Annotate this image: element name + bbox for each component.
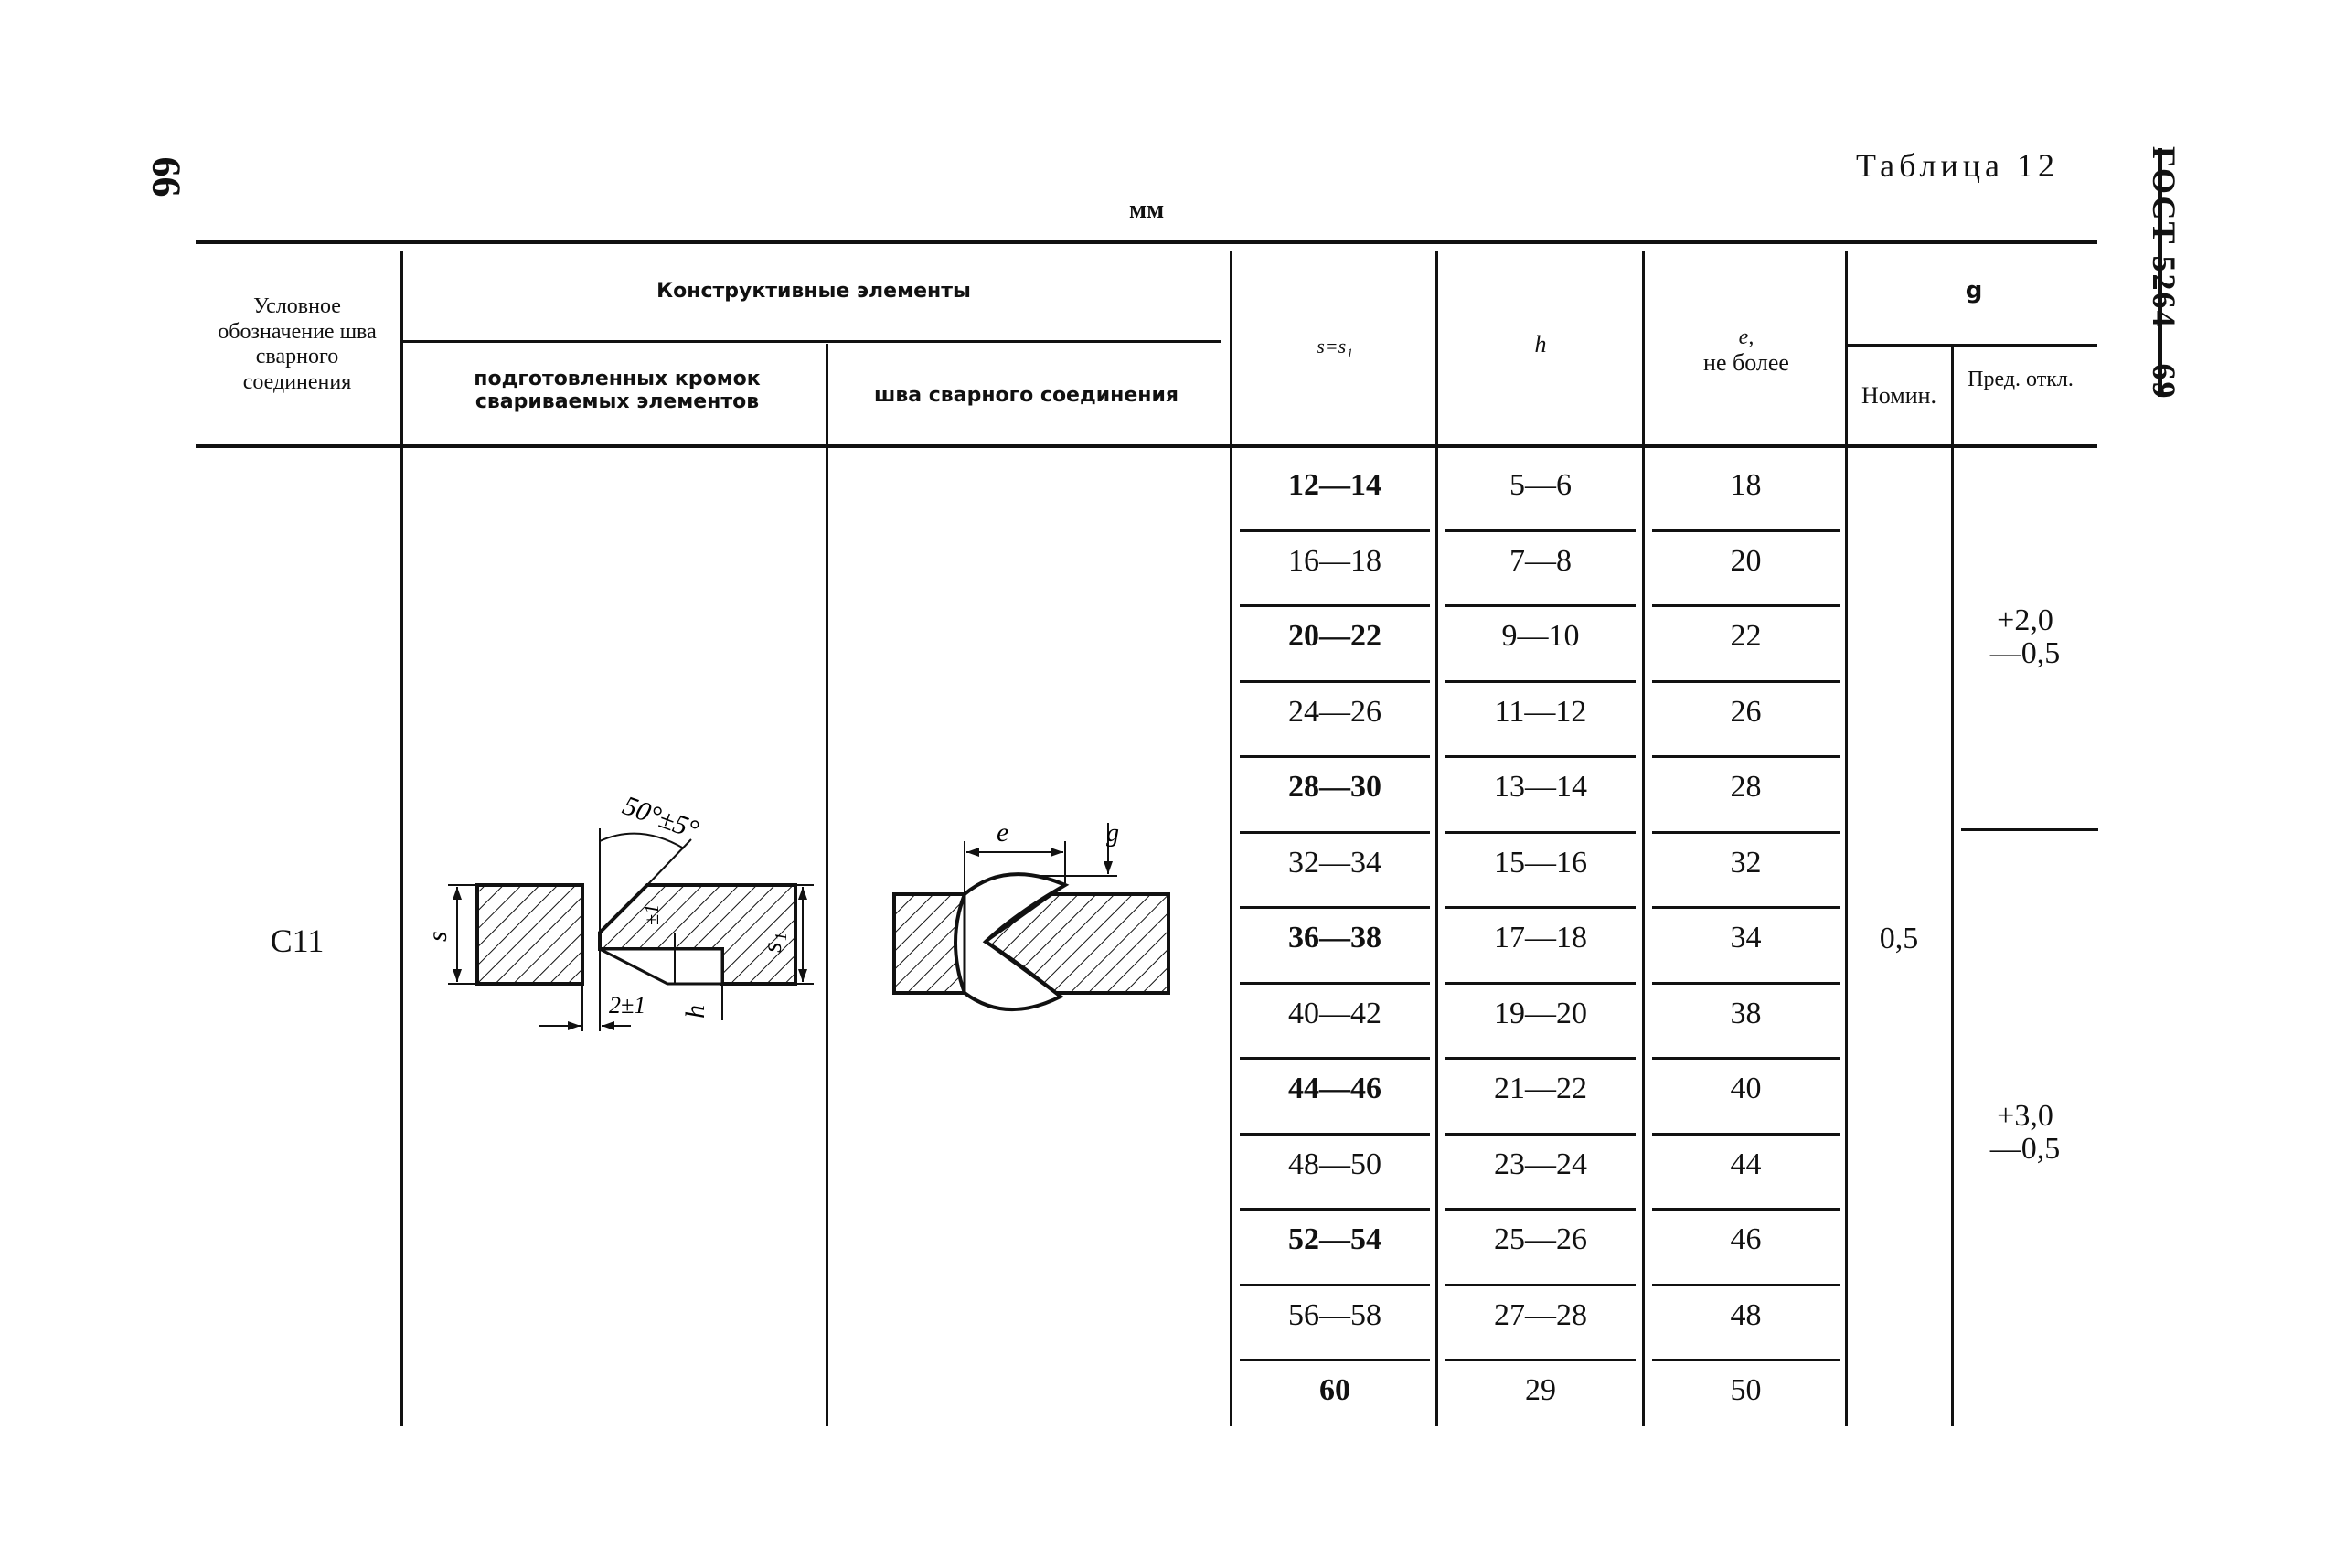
g-nominal-value: 0,5 [1879, 922, 1919, 955]
row-divider [1445, 1133, 1636, 1136]
row-divider [1240, 1359, 1430, 1361]
cell-e-10: 44 [1730, 1147, 1762, 1181]
cell-s-6: 32—34 [1288, 845, 1381, 880]
row-divider [1652, 831, 1840, 834]
row-divider [1445, 982, 1636, 985]
g-subheader-rule [1845, 344, 2097, 347]
row-divider [1445, 906, 1636, 909]
row-divider [1652, 1359, 1840, 1361]
row-divider [1445, 1208, 1636, 1211]
cell-s-3: 20—22 [1288, 619, 1381, 653]
row-divider [1240, 755, 1430, 758]
weld-seam-drawing [878, 805, 1189, 1024]
cell-h-2: 7—8 [1509, 543, 1572, 578]
cell-h-5: 13—14 [1494, 770, 1587, 804]
cell-e-9: 40 [1730, 1072, 1762, 1105]
cell-s-10: 48—50 [1288, 1147, 1381, 1181]
cell-s-12: 56—58 [1288, 1297, 1381, 1332]
row-divider [1445, 529, 1636, 532]
row-divider [1240, 982, 1430, 985]
header-constructive-elements: Конструктивные элементы [656, 280, 971, 303]
cell-e-12: 48 [1730, 1297, 1762, 1332]
cell-h-1: 5—6 [1509, 468, 1572, 502]
row-divider [1445, 1359, 1636, 1361]
cell-s-13: 60 [1319, 1373, 1350, 1407]
row-divider [1240, 1133, 1430, 1136]
header-weld-seam: шва сварного соединения [873, 384, 1179, 407]
row-divider [1445, 831, 1636, 834]
cell-s-1: 12—14 [1288, 468, 1381, 502]
header-h: h [1534, 331, 1547, 357]
table-title: Таблица 12 [1856, 147, 2059, 184]
designation-c11: С11 [270, 923, 325, 959]
cell-h-12: 27—28 [1494, 1297, 1587, 1332]
header-g-tolerance: Пред. откл. [1968, 368, 2074, 391]
cell-h-3: 9—10 [1501, 619, 1580, 653]
row-divider [1445, 755, 1636, 758]
row-divider [1652, 1208, 1840, 1211]
header-e: e, [1738, 325, 1754, 349]
cell-h-10: 23—24 [1494, 1147, 1587, 1181]
row-divider [1445, 604, 1636, 607]
label-g: g [1106, 819, 1119, 848]
cell-s-9: 44—46 [1288, 1072, 1381, 1105]
header-e-note: не более [1703, 349, 1789, 376]
tolerance-1-lower: —0,5 [1989, 636, 2061, 670]
header-prepared-edges: подготовленных кромок свариваемых элементов [474, 368, 761, 414]
cell-h-4: 11—12 [1494, 694, 1587, 729]
row-divider [1652, 529, 1840, 532]
row-divider [1652, 1284, 1840, 1286]
label-gap: 2±1 [609, 992, 646, 1019]
label-angle: 50°±5° [618, 790, 703, 846]
label-h: h [680, 1005, 710, 1019]
row-divider [1652, 604, 1840, 607]
cell-s-2: 16—18 [1288, 543, 1381, 578]
cell-h-11: 25—26 [1494, 1222, 1587, 1256]
col-divider-1 [400, 251, 403, 1426]
col-divider-3 [1230, 251, 1232, 1426]
tolerance-divider [1961, 828, 2098, 831]
tolerance-2-upper: +3,0 [1997, 1099, 2053, 1133]
row-divider [1240, 680, 1430, 683]
row-divider [1240, 1284, 1430, 1286]
label-s: s [422, 931, 453, 942]
cell-h-6: 15—16 [1494, 845, 1587, 880]
label-e: e [997, 817, 1009, 848]
row-divider [1240, 604, 1430, 607]
col-divider-7 [1951, 347, 1954, 1426]
label-s1: s₁ [757, 932, 787, 953]
row-divider [1240, 1057, 1430, 1060]
cell-s-11: 52—54 [1288, 1222, 1381, 1256]
tolerance-1-upper: +2,0 [1997, 603, 2053, 637]
header-g-nominal: Номин. [1861, 382, 1937, 409]
prepared-edges-drawing [421, 786, 814, 1061]
row-divider [1240, 1208, 1430, 1211]
cell-s-4: 24—26 [1288, 694, 1381, 729]
row-divider [1445, 680, 1636, 683]
row-divider [1445, 1284, 1636, 1286]
tolerance-2-lower: —0,5 [1989, 1132, 2061, 1166]
cell-h-9: 21—22 [1494, 1072, 1587, 1105]
cell-e-1: 18 [1730, 468, 1762, 502]
row-divider [1652, 1057, 1840, 1060]
cell-e-3: 22 [1730, 619, 1762, 653]
standard-title: ГОСТ 5264—69 [2146, 146, 2182, 400]
row-divider [1652, 755, 1840, 758]
cell-e-13: 50 [1730, 1373, 1762, 1407]
col-divider-4 [1435, 251, 1438, 1426]
cell-e-2: 20 [1730, 543, 1762, 578]
cell-h-8: 19—20 [1494, 996, 1587, 1030]
row-divider [1240, 529, 1430, 532]
header-designation: Условное обозначение шва сварного соединения [218, 294, 377, 394]
header-s: s=s₁ [1317, 335, 1353, 357]
row-divider [1652, 680, 1840, 683]
label-h-tol: ±1 [640, 903, 663, 925]
cell-e-6: 32 [1730, 845, 1762, 880]
cell-e-11: 46 [1730, 1222, 1762, 1256]
cell-s-8: 40—42 [1288, 996, 1381, 1030]
cell-e-4: 26 [1730, 694, 1762, 729]
elements-subheader-rule [402, 340, 1221, 343]
row-divider [1240, 831, 1430, 834]
row-divider [1445, 1057, 1636, 1060]
page-number: 66 [144, 156, 189, 197]
header-bottom-rule [196, 444, 2097, 448]
col-divider-5 [1642, 251, 1645, 1426]
cell-h-7: 17—18 [1494, 921, 1587, 955]
col-divider-2 [826, 344, 828, 1426]
row-divider [1652, 906, 1840, 909]
row-divider [1240, 906, 1430, 909]
col-divider-6 [1845, 251, 1848, 1426]
header-g: g [1965, 277, 1983, 304]
units-label: мм [1129, 196, 1165, 224]
cell-s-5: 28—30 [1288, 770, 1381, 804]
row-divider [1652, 1133, 1840, 1136]
cell-e-8: 38 [1730, 996, 1762, 1030]
cell-e-5: 28 [1730, 770, 1762, 804]
cell-e-7: 34 [1730, 921, 1762, 955]
row-divider [1652, 982, 1840, 985]
cell-h-13: 29 [1525, 1373, 1556, 1407]
table-top-rule [196, 240, 2097, 244]
cell-s-7: 36—38 [1288, 921, 1381, 955]
